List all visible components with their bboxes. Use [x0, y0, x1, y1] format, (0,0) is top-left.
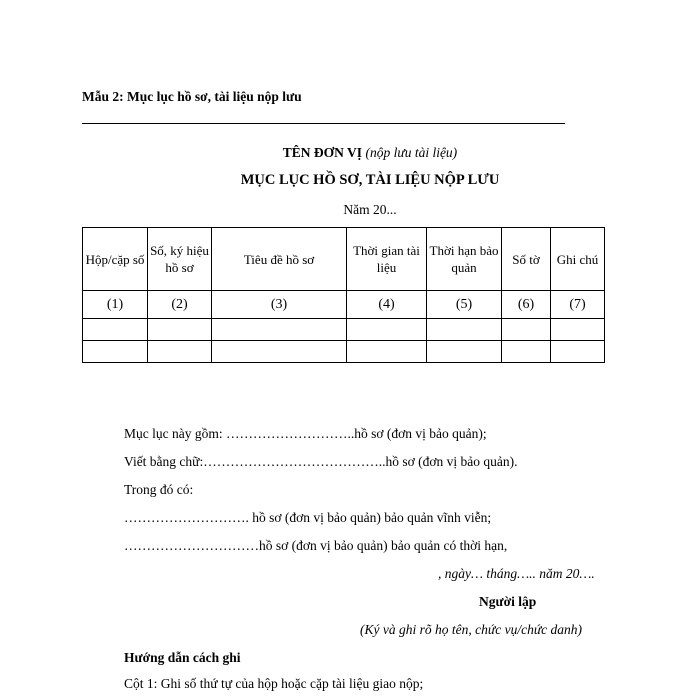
table-cell [347, 341, 427, 363]
table-row [83, 341, 605, 363]
signature-title: Người lập [479, 594, 537, 609]
column-number: (1) [83, 291, 148, 319]
records-table [82, 227, 605, 363]
column-header-retention: Thời hạn bảo quản [427, 228, 502, 291]
unit-name: TÊN ĐƠN VỊ [282, 145, 363, 160]
table-number-row [83, 291, 605, 319]
table-header-row [83, 228, 605, 291]
table-cell [148, 341, 212, 363]
table-cell [148, 319, 212, 341]
table-cell [551, 319, 605, 341]
column-number: (3) [212, 291, 347, 319]
unit-name-line [0, 145, 700, 161]
signature-date: , ngày… tháng….. năm 20…. [438, 566, 595, 581]
guide-title: Hướng dẫn cách ghi [124, 650, 241, 665]
column-number: (2) [148, 291, 212, 319]
summary-limited-line: …………………………hồ sơ (đơn vị bảo quản) bảo quản có thời hạn, [124, 538, 508, 553]
table-cell [83, 341, 148, 363]
table-cell [427, 341, 502, 363]
table-cell [347, 319, 427, 341]
table-cell [83, 319, 148, 341]
signature-note: (Ký và ghi rõ họ tên, chức vụ/chức danh) [360, 622, 583, 637]
document-heading: MỤC LỤC HỒ SƠ, TÀI LIỆU NỘP LƯU [240, 172, 500, 188]
column-header-code: Số, ký hiệu hồ sơ [148, 228, 212, 291]
header-rule [82, 123, 565, 124]
summary-including-line: Trong đó có: [124, 482, 194, 497]
column-number: (7) [551, 291, 605, 319]
table-row [83, 319, 605, 341]
column-number: (4) [347, 291, 427, 319]
document-year: Năm 20... [343, 202, 397, 217]
summary-permanent-line: ………………………. hồ sơ (đơn vị bảo quản) bảo quản vĩnh viễn; [124, 510, 492, 525]
summary-words-line: Viết bằng chữ:…………………………………..hồ sơ (đơn vị bảo quản). [124, 454, 518, 469]
column-header-title: Tiêu đề hồ sơ [212, 228, 347, 291]
table-cell [212, 341, 347, 363]
form-title: Mẫu 2: Mục lục hồ sơ, tài liệu nộp lưu [82, 89, 302, 104]
table-cell [551, 341, 605, 363]
table-cell [502, 319, 551, 341]
column-header-time: Thời gian tài liệu [347, 228, 427, 291]
unit-note: (nộp lưu tài liệu) [365, 145, 458, 160]
guide-column-1: Cột 1: Ghi số thứ tự của hộp hoặc cặp tài liệu giao nộp; [124, 676, 424, 691]
table-cell [212, 319, 347, 341]
column-number: (6) [502, 291, 551, 319]
column-header-box: Hộp/cặp số [83, 228, 148, 291]
summary-total-line: Mục lục này gồm: ………………………..hồ sơ (đơn vị bảo quản); [124, 426, 487, 441]
column-header-notes: Ghi chú [551, 228, 605, 291]
table-cell [502, 341, 551, 363]
table-cell [427, 319, 502, 341]
column-header-sheets: Số tờ [502, 228, 551, 291]
column-number: (5) [427, 291, 502, 319]
